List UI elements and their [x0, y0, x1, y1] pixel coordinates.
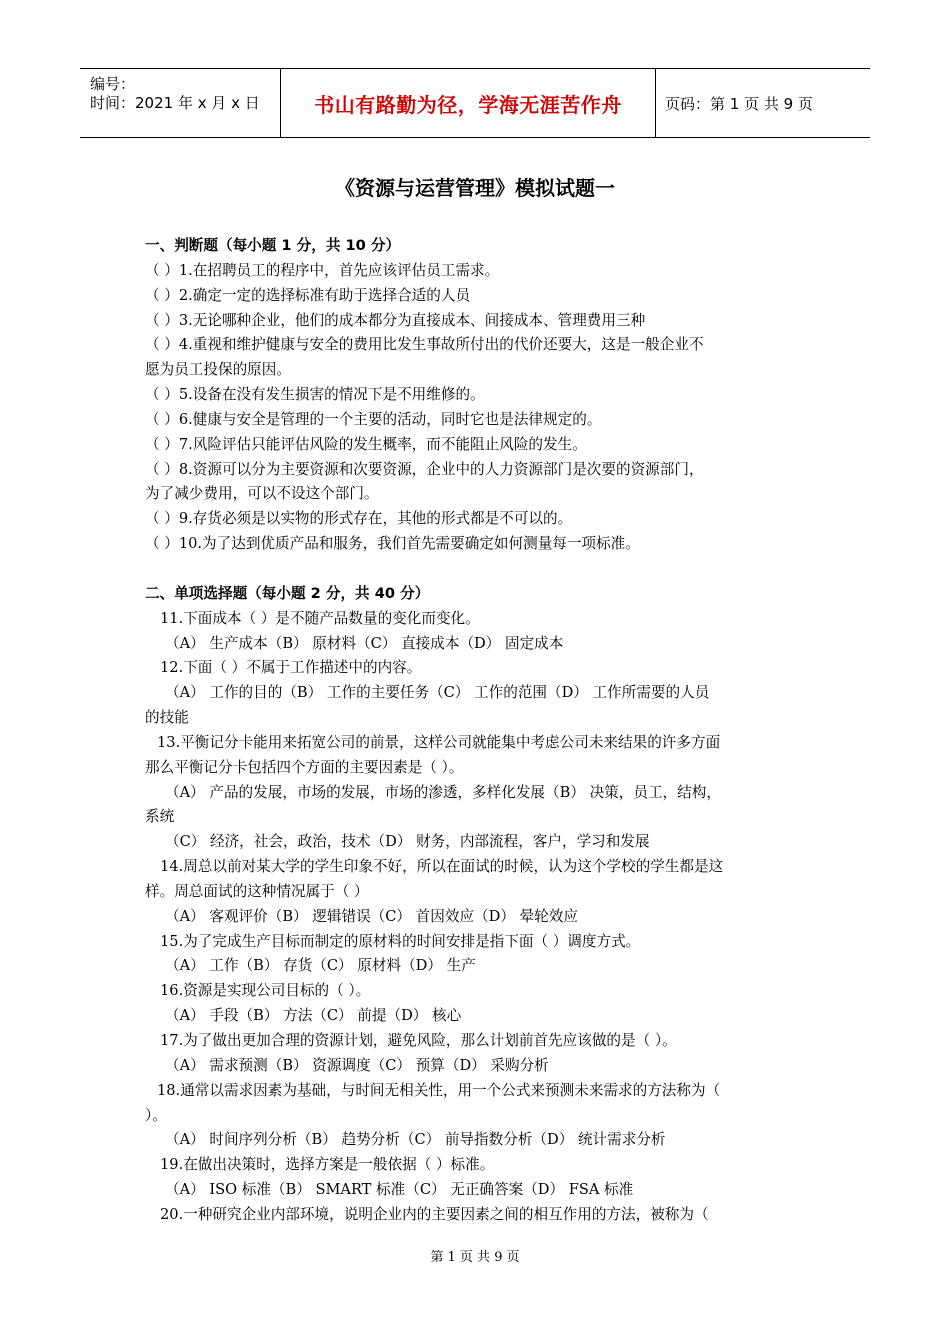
option-line: 系统 [145, 808, 175, 826]
header-meta [80, 69, 280, 137]
option-line: （C） 经济，社会，政治，技术（D） 财务，内部流程，客户，学习和发展 [165, 833, 650, 851]
question-line: 那么平衡记分卡包括四个方面的主要因素是（ ）。 [145, 758, 464, 776]
question-line: （ ）4.重视和维护健康与安全的费用比发生事故所付出的代价还要大，这是一般企业不 [145, 336, 704, 354]
header-date: 时间：2021 年 x 月 x 日 [90, 94, 260, 112]
question-line: 愿为员工投保的原因。 [145, 361, 291, 379]
option-line: 的技能 [145, 709, 189, 727]
question-line: （ ）5.设备在没有发生损害的情况下是不用维修的。 [145, 386, 485, 404]
question-line: （ ）1.在招聘员工的程序中，首先应该评估员工需求。 [145, 261, 500, 279]
question-line: 16.资源是实现公司目标的（ ）。 [160, 982, 371, 1000]
page-footer: 第 1 页 共 9 页 [430, 1250, 520, 1265]
question-line: 15.为了完成生产目标而制定的原材料的时间安排是指下面（ ）调度方式。 [160, 932, 641, 950]
question-line: 为了减少费用，可以不设这个部门。 [145, 485, 379, 503]
option-line: （A） 时间序列分析（B） 趋势分析（C） 前导指数分析（D） 统计需求分析 [165, 1131, 666, 1149]
page-header [80, 68, 870, 138]
exam-body [145, 234, 810, 1228]
option-line: （A） 需求预测（B） 资源调度（C） 预算（D） 采购分析 [165, 1056, 549, 1074]
question-line: 14.周总以前对某大学的学生印象不好，所以在面试的时候，认为这个学校的学生都是这 [160, 858, 724, 876]
question-line: 20.一种研究企业内部环境，说明企业内的主要因素之间的相互作用的方法，被称为（ [160, 1205, 709, 1223]
question-line: （ ）2.确定一定的选择标准有助于选择合适的人员 [145, 286, 471, 304]
option-line: （A） ISO 标准（B） SMART 标准（C） 无正确答案（D） FSA 标准 [165, 1181, 634, 1199]
question-line: 12.下面（ ）不属于工作描述中的内容。 [160, 659, 422, 677]
header-page-cell [655, 69, 870, 137]
question-line: 13.平衡记分卡能用来拓宽公司的前景，这样公司就能集中考虑公司未来结果的许多方面 [157, 733, 721, 751]
question-line: 19.在做出决策时，选择方案是一般依据（ ）标准。 [160, 1156, 495, 1174]
option-line: （A） 工作的目的（B） 工作的主要任务（C） 工作的范围（D） 工作所需要的人员 [165, 684, 710, 702]
question-line: ）。 [145, 1106, 167, 1124]
question-line: 17.为了做出更加合理的资源计划，避免风险，那么计划前首先应该做的是（ ）。 [160, 1032, 677, 1049]
header-motto: 书山有路勤为径，学海无涯苦作舟 [314, 92, 622, 117]
section2-heading: 二、单项选择题（每小题 2 分，共 40 分） [145, 584, 430, 602]
option-line: （A） 客观评价（B） 逻辑错误（C） 首因效应（D） 晕轮效应 [165, 907, 578, 925]
question-line: 18.通常以需求因素为基础，与时间无相关性，用一个公式来预测未来需求的方法称为（ [157, 1081, 721, 1099]
option-line: （A） 手段（B） 方法（C） 前提（D） 核心 [165, 1007, 462, 1025]
header-page-number: 页码：第 1 页 共 9 页 [665, 94, 813, 113]
question-line: （ ）3.无论哪种企业，他们的成本都分为直接成本、间接成本、管理费用三种 [145, 311, 646, 329]
document-title: 《资源与运营管理》模拟试题一 [335, 176, 615, 200]
section1-heading: 一、判断题（每小题 1 分，共 10 分） [145, 237, 401, 254]
question-line: （ ）10.为了达到优质产品和服务，我们首先需要确定如何测量每一项标准。 [145, 535, 640, 553]
option-line: （A） 生产成本（B） 原材料（C） 直接成本（D） 固定成本 [165, 634, 564, 652]
header-motto-cell [280, 69, 656, 137]
header-number: 编号： [90, 75, 136, 93]
question-line: 样。周总面试的这种情况属于（ ） [145, 882, 369, 900]
question-line: （ ）6.健康与安全是管理的一个主要的活动，同时它也是法律规定的。 [145, 410, 602, 428]
question-line: （ ）9.存货必须是以实物的形式存在，其他的形式都是不可以的。 [145, 510, 573, 528]
question-line: （ ）7.风险评估只能评估风险的发生概率，而不能阻止风险的发生。 [145, 435, 587, 453]
question-line: 11.下面成本（ ）是不随产品数量的变化而变化。 [160, 609, 480, 627]
question-line: （ ）8.资源可以分为主要资源和次要资源，企业中的人力资源部门是次要的资源部门， [145, 460, 704, 478]
option-line: （A） 工作（B） 存货（C） 原材料（D） 生产 [165, 957, 476, 975]
option-line: （A） 产品的发展，市场的发展，市场的渗透，多样化发展（B） 决策，员工，结构， [165, 783, 721, 801]
